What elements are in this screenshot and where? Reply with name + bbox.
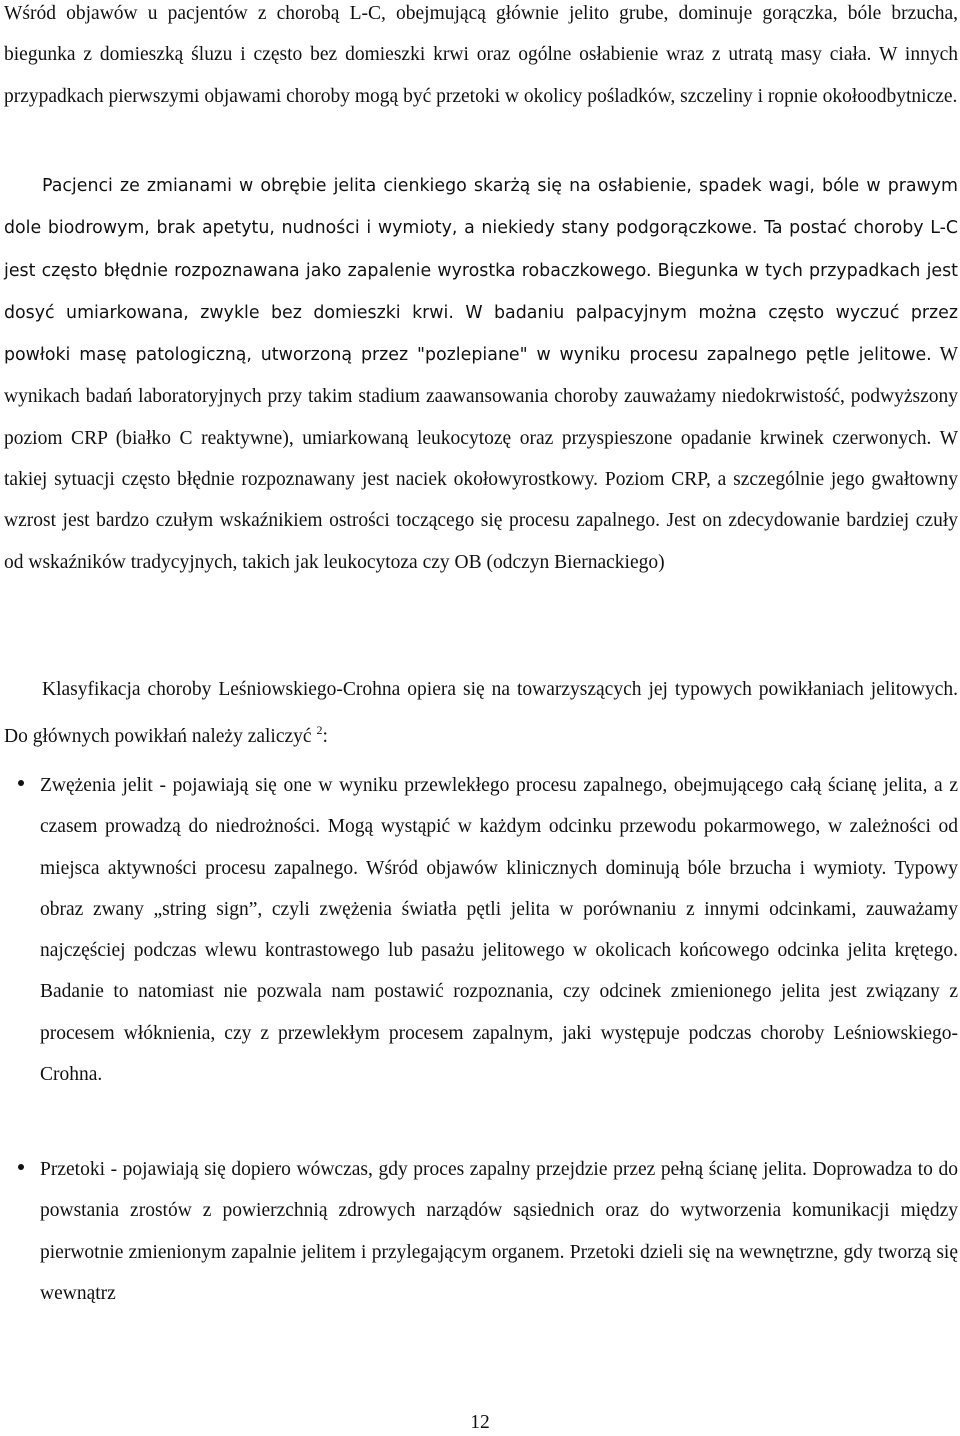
paragraph-classification bbox=[4, 669, 958, 758]
bullet-icon bbox=[18, 780, 24, 786]
paragraph-symptoms-colon: Wśród objawów u pacjentów z chorobą L-C, obejmującą głównie jelito grube, dominuje gorączka, bóle brzucha, biegunka z domieszką śluzu i często bez domieszki krwi oraz ogólne osłabienie wraz z utratą masy ciała. W innych przypadkach pierwszymi objawami choroby mogą być przetoki w okolicy pośladków, szczeliny i ropnie okołoodbytnicze. bbox=[4, 3, 958, 107]
paragraph-small-intestine-part-2: W wynikach badań laboratoryjnych przy takim stadium zaawansowania choroby zauważamy niedokrwistość, podwyższony poziom CRP (białko C reaktywne), umiarkowaną leukocytozę oraz przyspieszone opadanie krwinek czerwonych. W takiej sytuacji często błędnie rozpoznawany jest naciek okołowyrostkowy. Poziom CRP, a szczególnie jego gwałtowny wzrost jest bardzo czułym wskaźnikiem ostrości toczącego się procesu zapalnego. Jest on zdecydowanie bardziej czuły od wskaźników tradycyjnych, takich jak leukocytoza czy OB (odczyn Biernackiego) bbox=[4, 344, 958, 573]
paragraph-classification-text: Klasyfikacja choroby Leśniowskiego-Crohna opiera się na towarzyszących jej typowych powikłaniach jelitowych. Do głównych powikłań należy zaliczyć bbox=[4, 679, 958, 748]
list-item-fistulas-text: Przetoki - pojawiają się dopiero wówczas, gdy proces zapalny przejdzie przez pełną ścianę jelita. Doprowadza to do powstania zrostów z powierzchnią zdrowych narządów sąsiednich oraz do wytworzenia komunikacji między pierwotnie zmienionym zapalnie jelitem i przylegającym organem. Przetoki dzieli się na wewnętrzne, gdy tworzą się wewnątrz bbox=[40, 1159, 958, 1304]
list-item-strictures-text: Zwężenia jelit - pojawiają się one w wyniku przewlekłego procesu zapalnego, obejmującego całą ścianę jelita, a z czasem prowadzą do niedrożności. Mogą wystąpić w każdym odcinku przewodu pokarmowego, w zależności od miejsca aktywności procesu zapalnego. Wśród objawów klinicznych dominują bóle brzucha i wymioty. Typowy obraz zwany „string sign”, czyli zwężenia światła pętli jelita w porównaniu z innymi odcinkami, zauważamy najczęściej podczas wlewu kontrastowego lub pasażu jelitowego w okolicach końcowego odcinka jelita krętego. Badanie to natomiast nie pozwala nam postawić rozpoznania, czy odcinek zmienionego jelita jest związany z procesem włóknienia, czy z przewlekłym procesem zapalnym, jaki występuje podczas choroby Leśniowskiego-Crohna. bbox=[40, 775, 958, 1086]
bullet-icon bbox=[18, 1164, 24, 1170]
paragraph-small-intestine bbox=[4, 165, 958, 583]
paragraph-small-intestine-part-1: Pacjenci ze zmianami w obrębie jelita cienkiego skarżą się na osłabienie, spadek wagi, bóle w prawym dole biodrowym, brak apetytu, nudności i wymioty, a niekiedy stany podgorączkowe. Ta postać choroby L-C jest często błędnie rozpoznawana jako zapalenie wyrostka robaczkowego. Biegunka w tych przypadkach jest dosyć umiarkowana, zwykle bez domieszki krwi. W badaniu palpacyjnym można często wyczuć przez powłoki masę patologiczną, utworzoną przez "pozlepiane" w wyniku procesu zapalnego pętle jelitowe. bbox=[4, 176, 958, 366]
page-number: 12 bbox=[470, 1412, 490, 1433]
footnote-reference: 2 bbox=[316, 723, 323, 738]
paragraph-classification-end: : bbox=[322, 726, 328, 748]
